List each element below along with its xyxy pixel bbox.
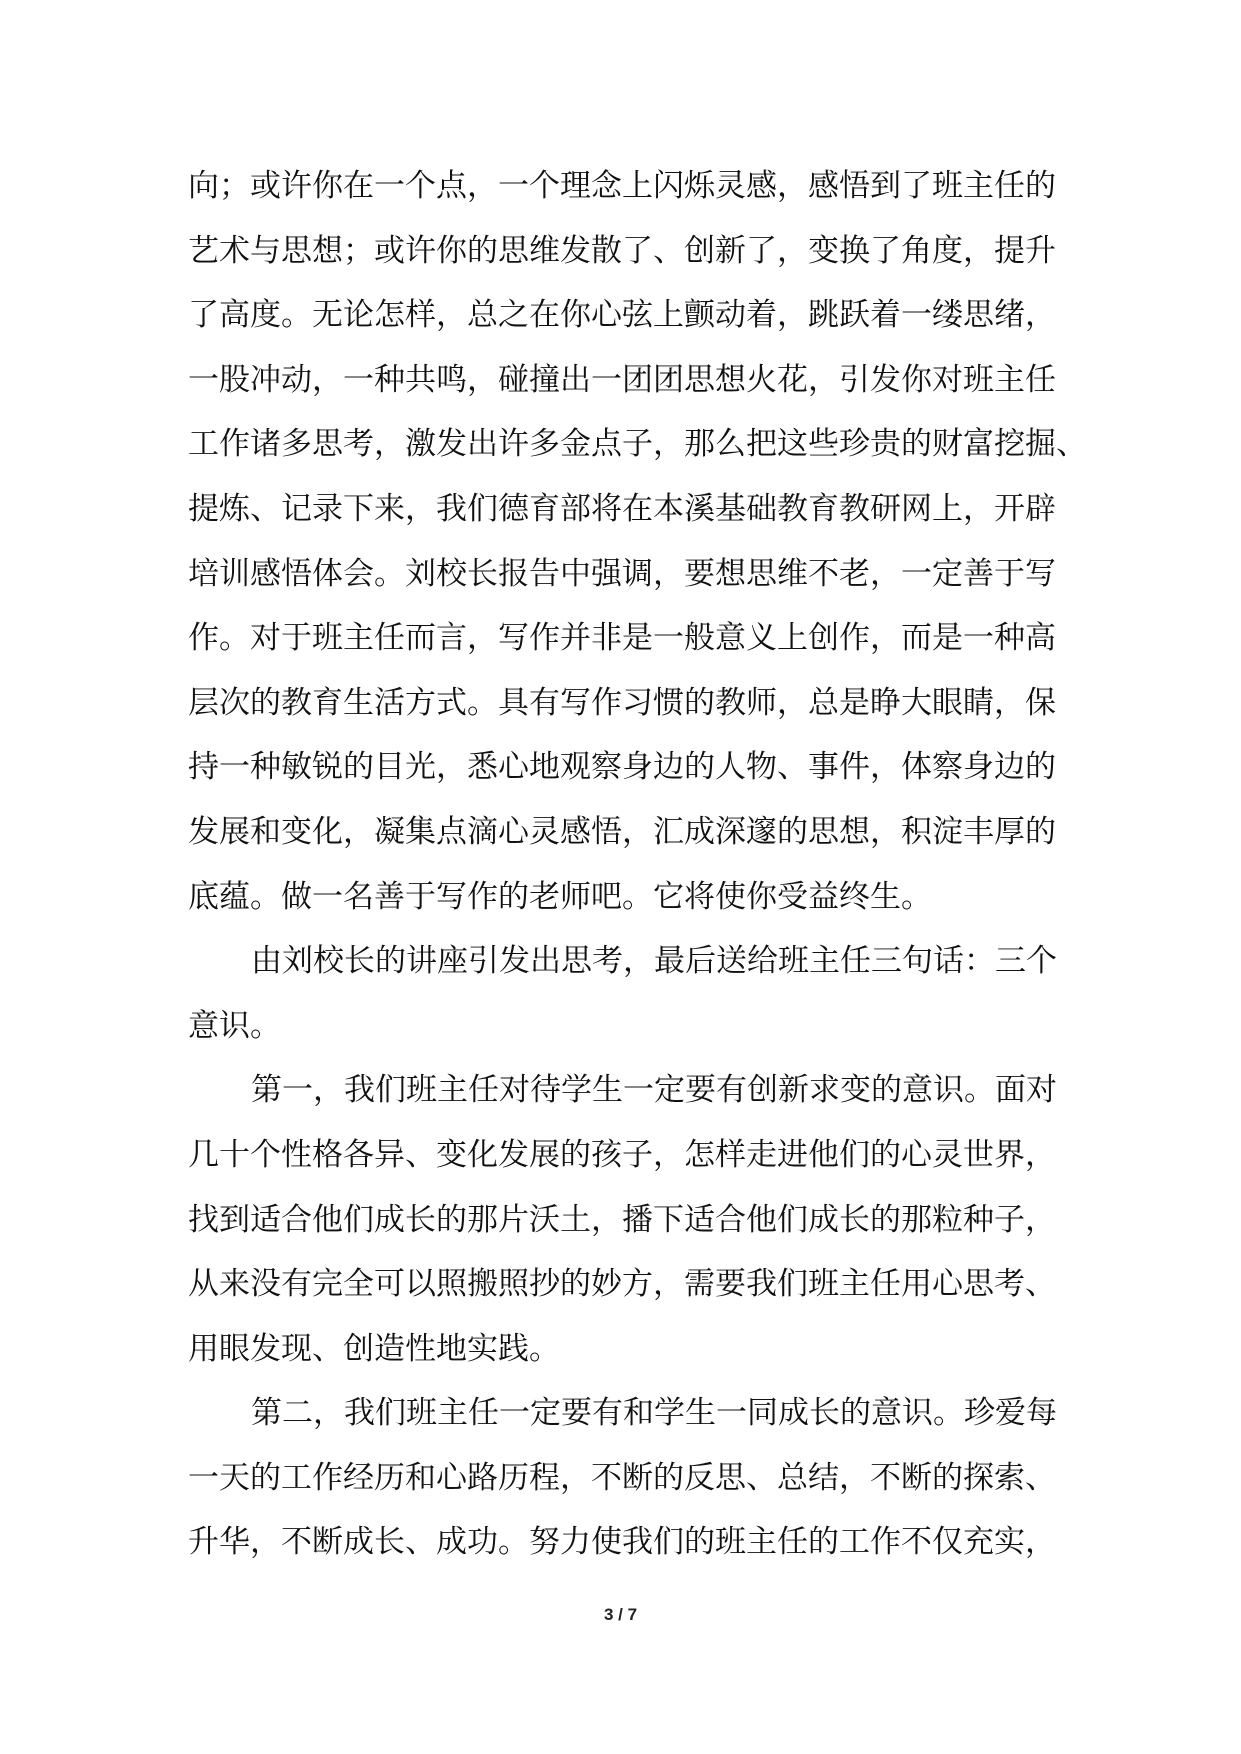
- page-number: 3 / 7: [603, 1605, 638, 1624]
- text-line: 由刘校长的讲座引发出思考，最后送给班主任三句话：三个: [251, 943, 1057, 980]
- text-line: 发展和变化，凝集点滴心灵感悟，汇成深邃的思想，积淀丰厚的: [188, 813, 1056, 850]
- document-body: [188, 154, 1087, 1575]
- text-line: 第一，我们班主任对待学生一定要有创新求变的意识。面对: [251, 1072, 1057, 1109]
- text-line: 从来没有完全可以照搬照抄的妙方，需要我们班主任用心思考、: [188, 1266, 1056, 1303]
- text-line: 用眼发现、创造性地实践。: [188, 1330, 560, 1367]
- text-line: 作。对于班主任而言，写作并非是一般意义上创作，而是一种高: [188, 620, 1056, 657]
- text-line: 层次的教育生活方式。具有写作习惯的教师，总是睁大眼睛，保: [188, 684, 1056, 721]
- text-line: 一股冲动，一种共鸣，碰撞出一团团思想火花，引发你对班主任: [188, 361, 1056, 398]
- text-line: 培训感悟体会。刘校长报告中强调，要想思维不老，一定善于写: [188, 555, 1056, 592]
- text-line: 底蕴。做一名善于写作的老师吧。它将使你受益终生。: [188, 878, 932, 915]
- text-line: 一天的工作经历和心路历程，不断的反思、总结，不断的探索、: [188, 1459, 1056, 1496]
- text-line: 持一种敏锐的目光，悉心地观察身边的人物、事件，体察身边的: [188, 749, 1056, 786]
- text-line: 工作诸多思考，激发出许多金点子，那么把这些珍贵的财富挖掘、: [188, 426, 1087, 463]
- text-line: 第二，我们班主任一定要有和学生一同成长的意识。珍爱每: [251, 1395, 1057, 1432]
- text-line: 了高度。无论怎样，总之在你心弦上颤动着，跳跃着一缕思绪，: [188, 297, 1056, 334]
- text-line: 提炼、记录下来，我们德育部将在本溪基础教育教研网上，开辟: [188, 490, 1056, 527]
- text-line: 向；或许你在一个点，一个理念上闪烁灵感，感悟到了班主任的: [188, 168, 1056, 204]
- text-line: 意识。: [188, 1007, 281, 1044]
- text-line: 找到适合他们成长的那片沃土，播下适合他们成长的那粒种子，: [188, 1201, 1056, 1238]
- text-line: 艺术与思想；或许你的思维发散了、创新了，变换了角度，提升: [188, 232, 1056, 269]
- text-line: 升华，不断成长、成功。努力使我们的班主任的工作不仅充实，: [188, 1524, 1056, 1561]
- text-line: 几十个性格各异、变化发展的孩子，怎样走进他们的心灵世界，: [188, 1136, 1056, 1173]
